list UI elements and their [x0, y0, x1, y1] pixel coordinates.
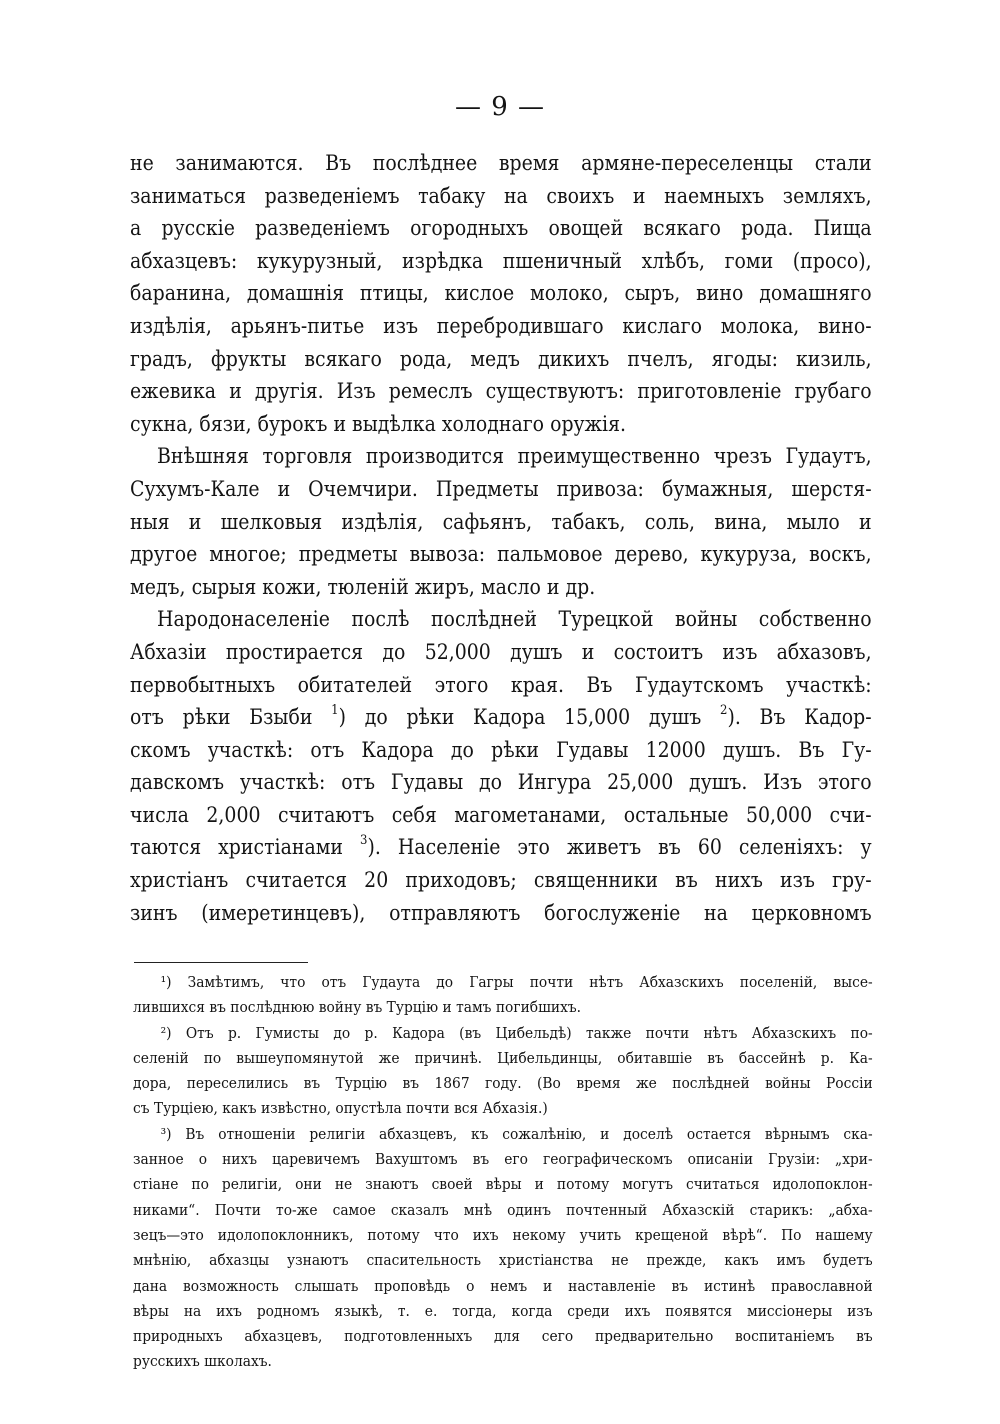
footnotes	[133, 970, 873, 1375]
footnote-marker: ¹)	[160, 973, 172, 991]
footnote-divider	[134, 962, 308, 963]
footnote-line: стіане по религіи, они не знаютъ своей вѣры и потому могутъ считаться идолопоклон-	[133, 1175, 873, 1194]
text-line: медъ, сырыя кожи, тюленій жиръ, масло и др.	[130, 574, 596, 599]
footnote-line: зецъ—это идолопоклонникъ, потому что ихъ некому учить крещеной вѣрѣ“. По нашему	[133, 1225, 873, 1244]
text-line: ежевика и другія. Изъ ремеслъ существуютъ: приготовленіе грубаго	[130, 379, 872, 404]
body-text	[130, 147, 872, 929]
footnote-ref: 1	[331, 703, 339, 719]
footnote-line: ¹) Замѣтимъ, что отъ Гудаута до Гагры почти нѣтъ Абхазскихъ поселеній, высе-	[160, 973, 873, 991]
footnote-line: ³) Въ отношеніи религіи абхазцевъ, къ сожалѣнію, и доселѣ остается вѣрнымъ ска-	[160, 1124, 873, 1143]
paragraph-1	[130, 147, 872, 440]
text-line: христіанъ считается 20 приходовъ; священники въ нихъ изъ гру-	[130, 868, 872, 893]
text-line: градъ, фрукты всякаго рода, медъ дикихъ пчелъ, ягоды: кизиль,	[130, 346, 872, 371]
footnote-marker: ²)	[160, 1023, 172, 1042]
footnote-line: селеній по вышеупомянутой же причинѣ. Цибельдинцы, обитавшіе въ бассейнѣ р. Ка-	[133, 1048, 873, 1067]
text-line: числа 2,000 считаютъ себя магометанами, остальные 50,000 счи-	[130, 802, 872, 827]
footnote-ref: 2	[720, 703, 728, 719]
text-line: не занимаются. Въ послѣднее время армяне-переселенцы стали	[130, 151, 872, 175]
paragraph-3	[130, 603, 872, 929]
text-line: Народонаселеніе послѣ послѣдней Турецкой войны собственно	[157, 607, 872, 632]
footnote-line: никами“. Почти то-же самое сказалъ мнѣ одинъ почтенный Абхазскій старикъ: „абха-	[133, 1200, 873, 1219]
text-line: зинъ (имеретинцевъ), отправляютъ богослуженіе на церковномъ	[130, 900, 872, 925]
footnote-line: ²) Отъ р. Гумисты до р. Кадора (въ Цибельдѣ) также почти нѣтъ Абхазскихъ по-	[160, 1023, 873, 1042]
footnote-line: лившихся въ послѣднюю войну въ Турцію и тамъ погибшихъ.	[133, 998, 582, 1017]
footnote-line: занное о нихъ царевичемъ Вахуштомъ въ его географическомъ описаніи Грузіи: „хри-	[133, 1150, 873, 1169]
text-line: Внѣшняя торговля производится преимущественно чрезъ Гудаутъ,	[157, 444, 872, 469]
text-line: баранина, домашнія птицы, кислое молоко, сыръ, вино домашняго	[130, 281, 872, 306]
paragraph-2	[130, 440, 872, 603]
footnote-line: мнѣнію, абхазцы узнаютъ спасительность христіанства не прежде, какъ имъ будетъ	[133, 1251, 873, 1270]
text-line: скомъ участкѣ: отъ Кадора до рѣки Гудавы 12000 душъ. Въ Гу-	[130, 737, 872, 762]
text-line: Сухумъ-Кале и Очемчири. Предметы привоза: бумажныя, шерстя-	[130, 476, 872, 501]
text-line: сукна, бязи, бурокъ и выдѣлка холоднаго оружія.	[130, 411, 627, 436]
footnote-ref: 3	[360, 833, 368, 849]
text-line: другое многое; предметы вывоза: пальмовое дерево, кукуруза, воскъ,	[130, 542, 872, 567]
text-line: абхазцевъ: кукурузный, изрѣдка пшеничный хлѣбъ, гоми (просо),	[130, 248, 872, 273]
footnote-line: русскихъ школахъ.	[133, 1352, 272, 1371]
page-number: — 9 —	[454, 92, 546, 122]
footnote-2	[133, 1021, 873, 1122]
footnote-3	[133, 1122, 873, 1375]
text-line: Абхазіи простирается до 52,000 душъ и состоитъ изъ абхазовъ,	[130, 639, 872, 664]
text-line: первобытныхъ обитателей этого края. Въ Гудаутскомъ участкѣ:	[130, 672, 872, 697]
footnote-marker: ³)	[160, 1124, 172, 1143]
footnote-line: съ Турціею, какъ извѣстно, опустѣла почти вся Абхазія.)	[133, 1099, 548, 1118]
text-line: издѣлія, арьянъ-питье изъ перебродившаго кислаго молока, вино-	[130, 313, 872, 338]
footnote-line: дана возможность слышать проповѣдь о немъ и наставленіе въ истинѣ православной	[133, 1276, 873, 1295]
footnote-1	[133, 970, 873, 1021]
text-line: ныя и шелковыя издѣлія, сафьянъ, табакъ, соль, вина, мыло и	[130, 509, 872, 534]
text-line: отъ рѣки Бзыби $^1$) до рѣки Кадора 15,000 душъ $^2$). Въ Кадор-	[130, 703, 872, 730]
footnote-line: вѣры на ихъ родномъ языкѣ, т. е. тогда, когда среди ихъ появятся миссіонеры изъ	[133, 1301, 873, 1320]
text-line: таются христіанами $^3$). Населеніе это живетъ въ 60 селеніяхъ: у	[130, 833, 872, 860]
footnote-line: дора, переселились въ Турцію въ 1867 году. (Во время же послѣдней войны Россіи	[133, 1074, 873, 1093]
text-line: давскомъ участкѣ: отъ Гудавы до Ингура 25,000 душъ. Изъ этого	[130, 770, 872, 795]
footnote-line: природныхъ абхазцевъ, подготовленныхъ для сего предварительно воспитаніемъ въ	[133, 1327, 873, 1346]
text-line: а русскіе разведеніемъ огородныхъ овощей всякаго рода. Пища	[130, 216, 872, 241]
text-line: заниматься разведеніемъ табаку на своихъ и наемныхъ земляхъ,	[130, 183, 872, 208]
